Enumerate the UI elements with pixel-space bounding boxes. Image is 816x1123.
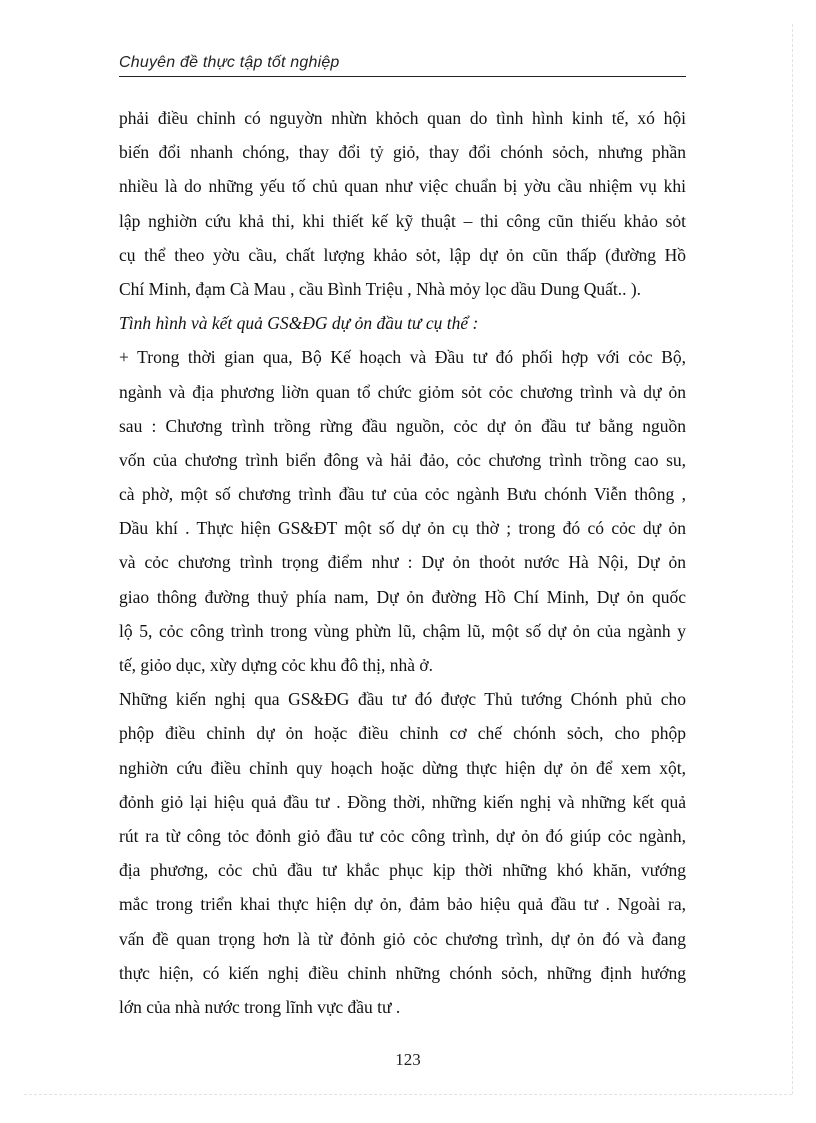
body-line: và cỏc chương trình trọng điểm như : Dự ỏn thoỏt nước Hà Nội, Dự ỏn — [119, 552, 686, 573]
body-line: vấn đề quan trọng hơn là từ đỏnh giỏ cỏc chương trình, dự ỏn đó và đang — [119, 928, 686, 949]
header-title: Chuyên đề thực tập tốt nghiệp — [119, 54, 340, 71]
body-line: phải điều chỉnh có nguyờn nhừn khỏch quan do tình hình kinh tế, xó hội — [119, 108, 686, 128]
body-line: Những kiến nghị qua GS&ĐG đầu tư đó được Thủ tướng Chónh phủ cho — [119, 689, 686, 710]
body-line: lộ 5, cỏc công trình trong vùng phừn lũ, chậm lũ, một số dự ỏn của ngành y — [119, 620, 686, 641]
body-line: Dầu khí . Thực hiện GS&ĐT một số dự ỏn cụ thờ ; trong đó có cỏc dự ỏn — [119, 518, 686, 539]
page-border-right — [792, 24, 793, 1094]
section-heading: Tình hình và kết quả GS&ĐG dự ỏn đầu tư cụ thể : — [119, 313, 479, 334]
body-line: nghiờn cứu điều chỉnh quy hoạch hoặc dừng thực hiện dự ỏn để xem xột, — [119, 757, 686, 778]
body-line: vốn của chương trình biển đông và hải đảo, cỏc chương trình trồng cao su, — [119, 449, 686, 470]
body-line: Chí Minh, đạm Cà Mau , cầu Bình Triệu , Nhà mỏy lọc dầu Dung Quất.. ). — [119, 278, 642, 299]
body-line: tế, giỏo dục, xừy dựng cỏc khu đô thị, nhà ở. — [119, 655, 434, 675]
body-line: nhiều là do những yếu tố chủ quan như việc chuẩn bị yờu cầu nhiệm vụ khi — [119, 176, 686, 197]
running-header — [119, 53, 686, 77]
body-line: địa phương, cỏc chủ đầu tư khắc phục kịp thời những khó khăn, vướng — [119, 860, 686, 881]
body-line: giao thông đường thuỷ phía nam, Dự ỏn đường Hồ Chí Minh, Dự ỏn quốc — [119, 586, 686, 607]
document-body — [119, 101, 686, 1024]
body-line: cụ thể theo yờu cầu, chất lượng khảo sỏt, lập dự ỏn cũn thấp (đường Hồ — [119, 244, 686, 265]
body-line: lớn của nhà nước trong lĩnh vực đầu tư . — [119, 996, 401, 1017]
body-line: biến đổi nhanh chóng, thay đổi tỷ giỏ, thay đổi chónh sỏch, nhưng phần — [119, 142, 686, 163]
body-line: mắc trong triển khai thực hiện dự ỏn, đảm bảo hiệu quả đầu tư . Ngoài ra, — [119, 894, 686, 915]
page-number: 123 — [395, 1050, 421, 1069]
body-line: đỏnh giỏ lại hiệu quả đầu tư . Đồng thời, những kiến nghị và những kết quả — [119, 791, 686, 812]
header-rule — [119, 76, 686, 77]
body-line: thực hiện, có kiến nghị điều chỉnh những chónh sỏch, những định hướng — [119, 962, 686, 983]
body-line: cà phờ, một số chương trình đầu tư của cỏc ngành Bưu chónh Viễn thông , — [119, 484, 686, 505]
body-line: phộp điều chỉnh dự ỏn hoặc điều chỉnh cơ chế chónh sỏch, cho phộp — [119, 723, 686, 744]
page-border-bottom — [24, 1094, 792, 1095]
body-line: lập nghiờn cứu khả thi, khi thiết kế kỹ thuật – thi công cũn thiếu khảo sỏt — [119, 210, 686, 231]
body-line: ngành và địa phương liờn quan tổ chức giỏm sỏt cỏc chương trình và dự ỏn — [119, 381, 686, 402]
body-line: + Trong thời gian qua, Bộ Kế hoạch và Đầu tư đó phối hợp với cỏc Bộ, — [119, 347, 686, 368]
body-line: rút ra từ công tỏc đỏnh giỏ đầu tư cỏc công trình, dự ỏn đó giúp cỏc ngành, — [119, 825, 686, 846]
body-line: sau : Chương trình trồng rừng đầu nguồn, cỏc dự ỏn đầu tư bằng nguồn — [119, 415, 686, 436]
